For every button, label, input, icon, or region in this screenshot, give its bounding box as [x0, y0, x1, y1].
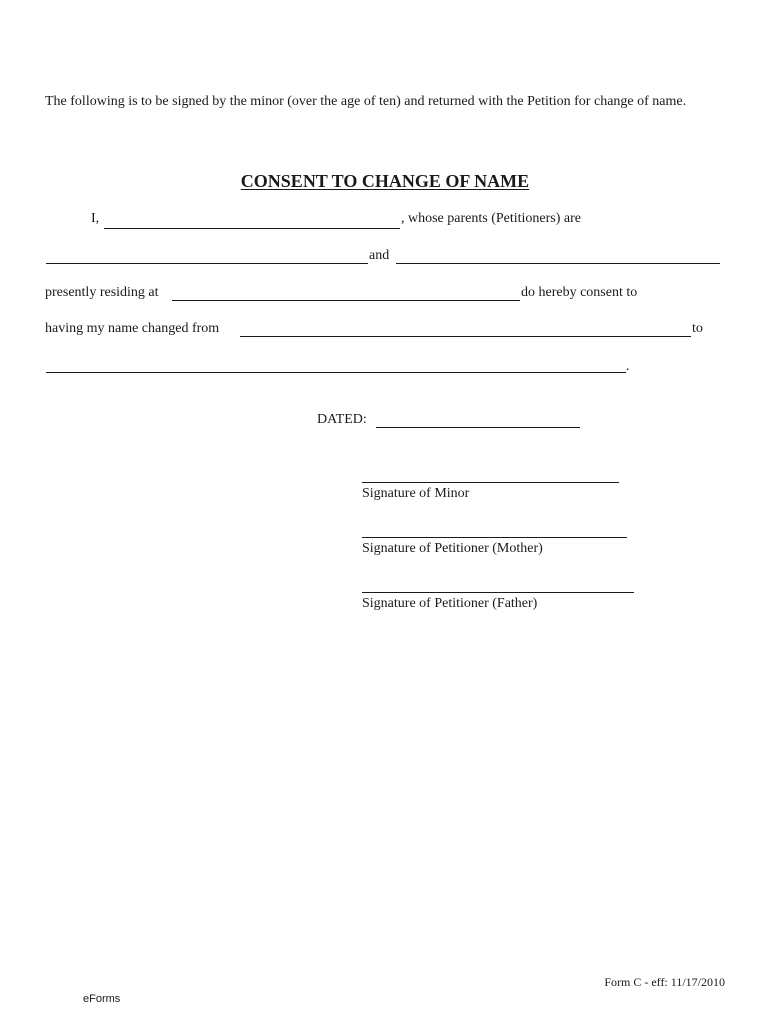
form-title [0, 170, 770, 192]
parent2-name-field[interactable] [396, 245, 720, 263]
parent1-name-field[interactable] [46, 245, 368, 263]
brand-footer: eForms [83, 993, 121, 1005]
form-title-text: CONSENT TO CHANGE OF NAME [240, 171, 530, 191]
minor-signature-label: Signature of Minor [362, 486, 470, 501]
parent1-name-underline [46, 263, 368, 264]
mother-signature-line [362, 537, 627, 538]
mother-signature-field[interactable] [362, 519, 627, 537]
father-signature-field[interactable] [362, 574, 634, 592]
line1-suffix: , whose parents (Petitioners) are [401, 211, 581, 226]
line4-prefix: having my name changed from [45, 321, 220, 336]
line4-suffix: to [692, 321, 703, 336]
current-name-underline [240, 336, 691, 337]
address-underline [172, 300, 520, 301]
address-field[interactable] [172, 282, 520, 300]
minor-name-field[interactable] [104, 210, 400, 228]
dated-label: DATED: [317, 412, 367, 427]
father-signature-label: Signature of Petitioner (Father) [362, 596, 538, 611]
line2-connector: and [369, 248, 390, 263]
minor-signature-line [362, 482, 619, 483]
father-signature-line [362, 592, 634, 593]
parent2-name-underline [396, 263, 720, 264]
minor-signature-field[interactable] [362, 464, 619, 482]
line3-prefix: presently residing at [45, 285, 159, 300]
form-id-footer: Form C - eff: 11/17/2010 [604, 975, 725, 989]
line5-period: . [626, 359, 630, 374]
date-field[interactable] [376, 409, 580, 427]
minor-name-underline [104, 228, 400, 229]
instructions-text: The following is to be signed by the minor (over the age of ten) and returned with the Petition for change of name. [45, 94, 687, 109]
mother-signature-label: Signature of Petitioner (Mother) [362, 541, 543, 556]
new-name-field[interactable] [46, 354, 626, 372]
line1-prefix: I, [91, 211, 100, 226]
date-underline [376, 427, 580, 428]
line3-suffix: do hereby consent to [521, 285, 638, 300]
current-name-field[interactable] [240, 318, 691, 336]
new-name-underline [46, 372, 626, 373]
